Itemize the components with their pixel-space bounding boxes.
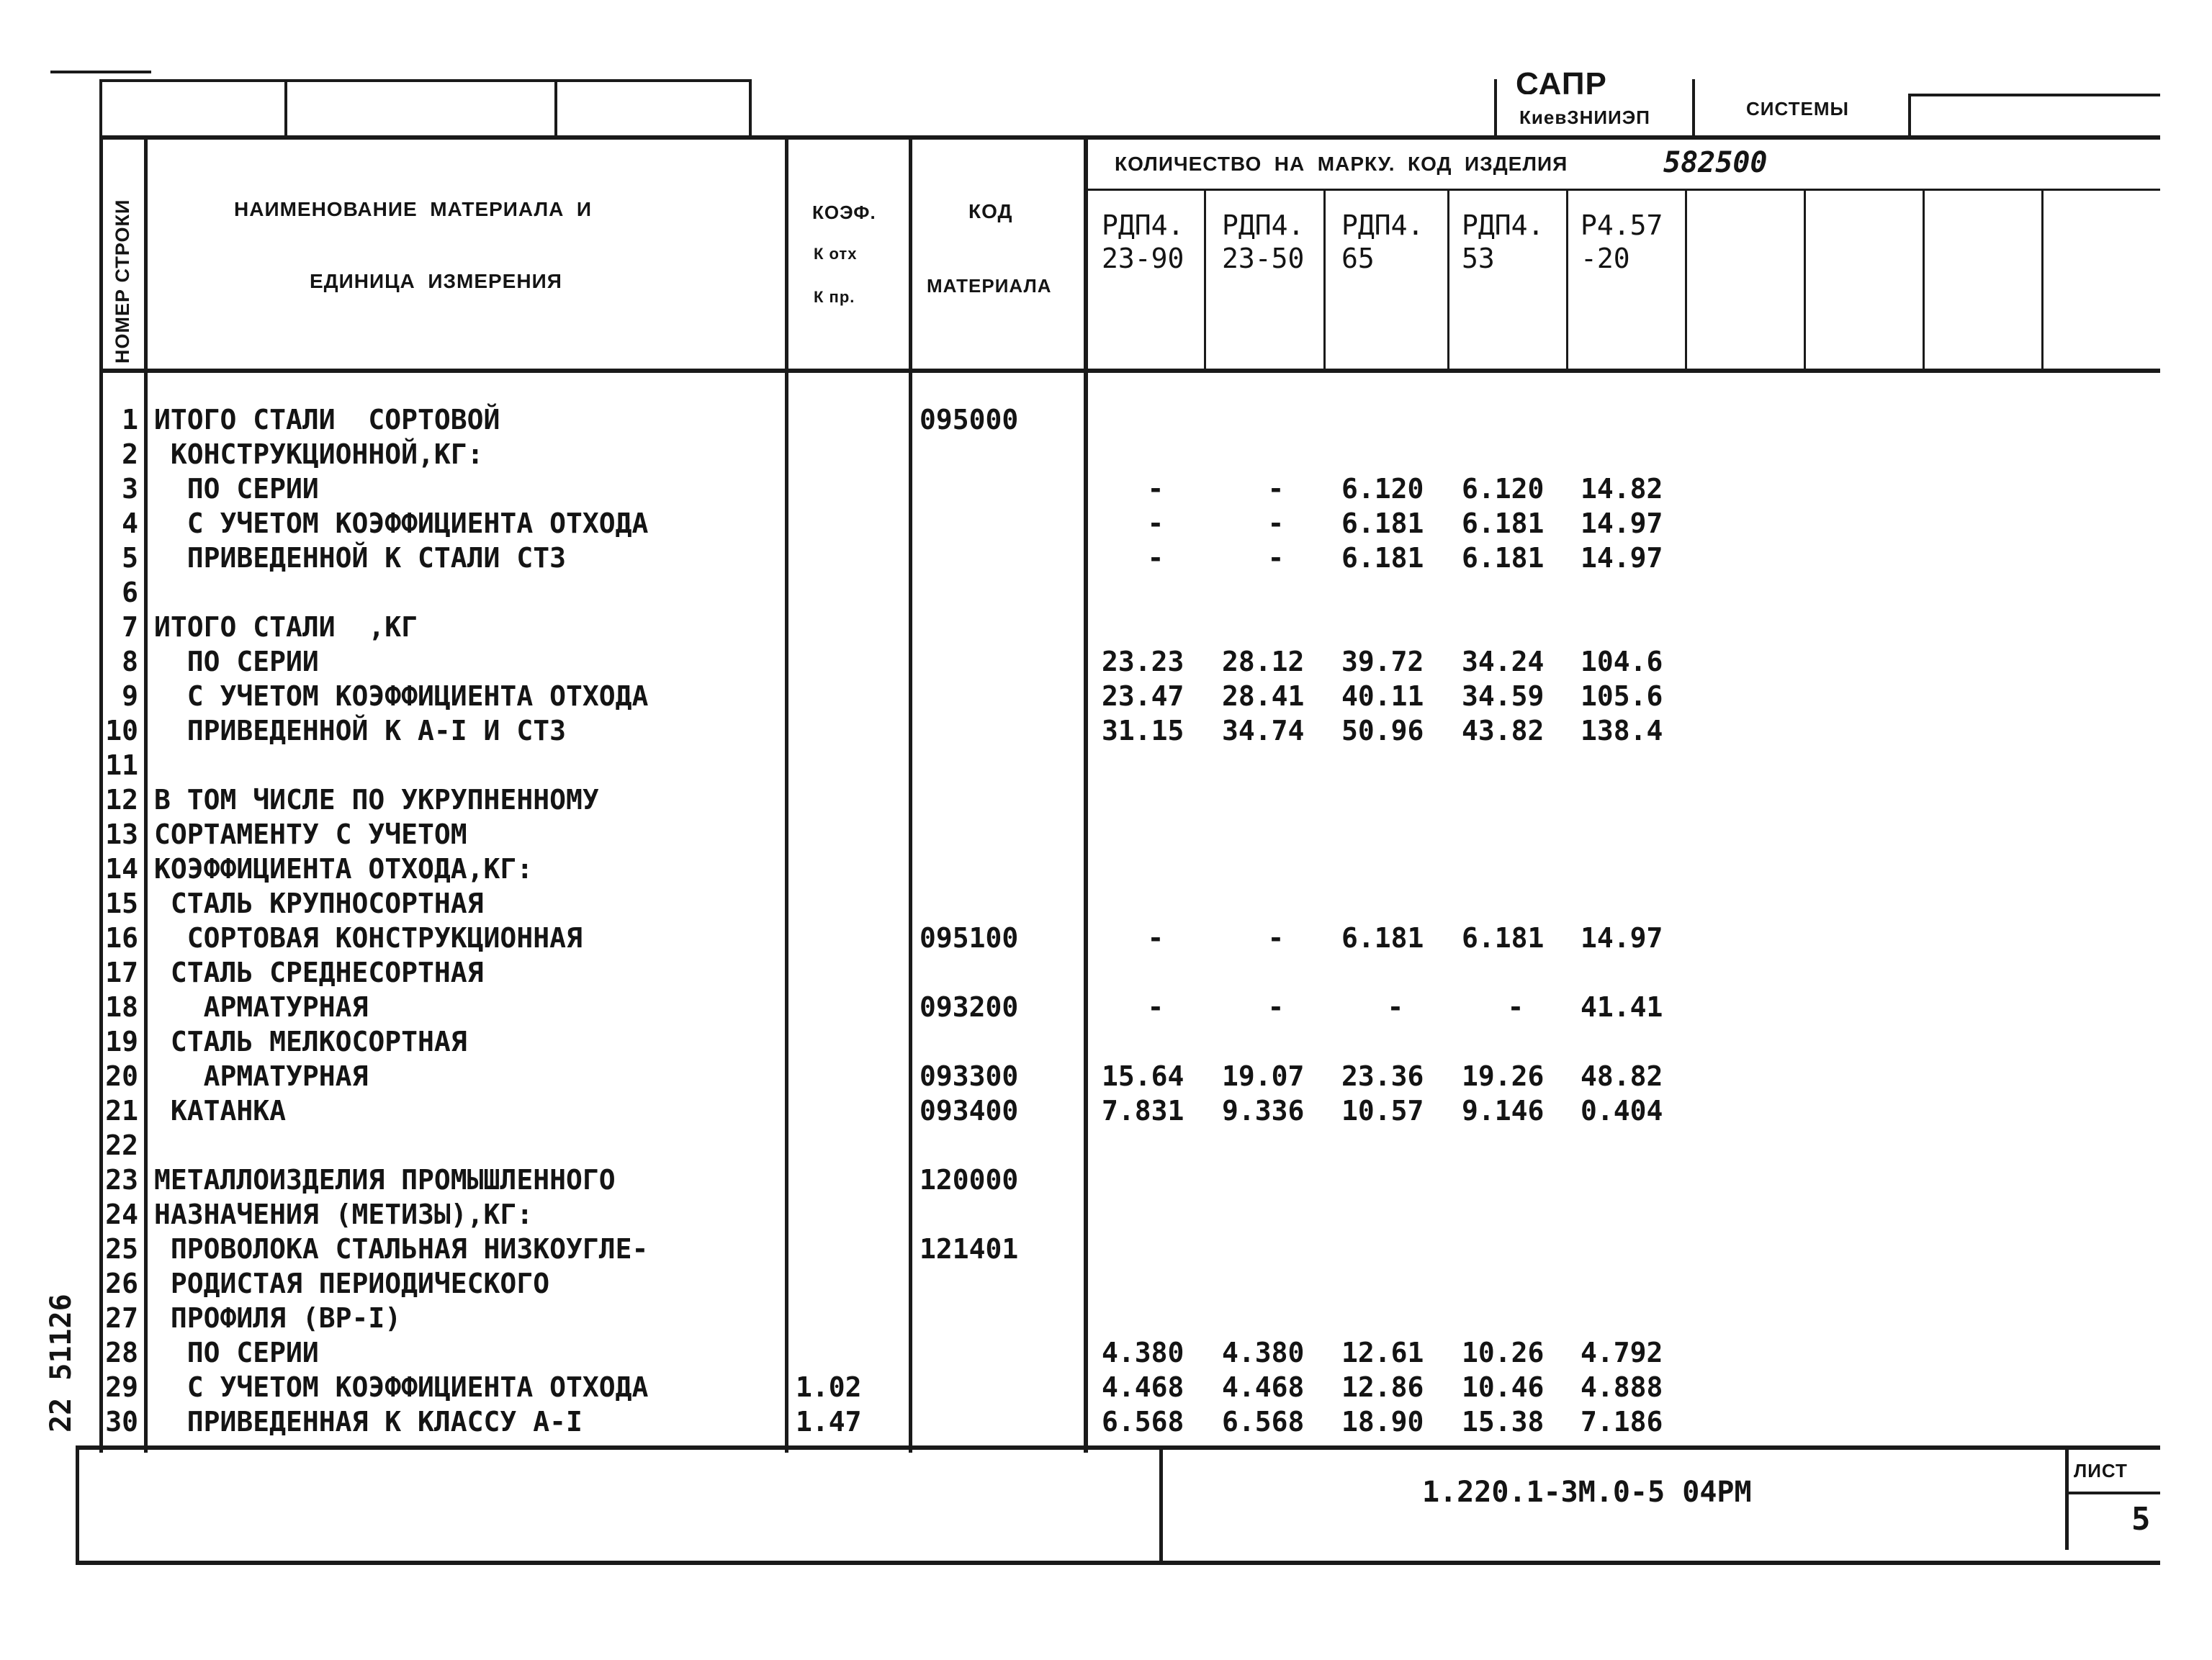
row-number: 24 bbox=[105, 1199, 138, 1230]
footer-left bbox=[76, 1445, 79, 1564]
footer-sheet-rule bbox=[2065, 1492, 2160, 1494]
mark-divider bbox=[2041, 191, 2044, 371]
row-number: 8 bbox=[122, 646, 138, 677]
margin-identifier: 22 51126 bbox=[45, 1294, 78, 1433]
org-partial: САПР bbox=[1516, 68, 1607, 94]
material-code: 095100 bbox=[920, 922, 1019, 954]
row-number: 29 bbox=[105, 1371, 138, 1403]
quantity-value: 9.336 bbox=[1222, 1095, 1305, 1127]
quantity-value: - bbox=[1147, 922, 1164, 954]
row-number: 28 bbox=[105, 1337, 138, 1368]
row-number: 16 bbox=[105, 922, 138, 954]
coef-header-line2: К отх bbox=[814, 245, 858, 263]
row-number: 9 bbox=[122, 680, 138, 712]
table-row bbox=[0, 1025, 2212, 1058]
quantity-value: 19.26 bbox=[1462, 1060, 1545, 1092]
material-name: ПРИВЕДЕННОЙ К А-I И СТ3 bbox=[154, 715, 566, 746]
quantity-value: 23.36 bbox=[1341, 1060, 1424, 1092]
material-name: СОРТАМЕНТУ С УЧЕТОМ bbox=[154, 818, 467, 850]
quantity-value: 23.23 bbox=[1102, 646, 1184, 677]
material-name: АРМАТУРНАЯ bbox=[154, 1060, 369, 1092]
row-number: 5 bbox=[122, 542, 138, 574]
coef-value: 1.02 bbox=[796, 1371, 862, 1403]
table-row bbox=[0, 714, 2212, 747]
quantity-value: - bbox=[1147, 991, 1164, 1023]
quantity-value: 6.181 bbox=[1462, 922, 1545, 954]
quantity-value: 28.12 bbox=[1222, 646, 1305, 677]
row-number: 7 bbox=[122, 611, 138, 643]
material-name: С УЧЕТОМ КОЭФФИЦИЕНТА ОТХОДА bbox=[154, 508, 649, 539]
quantity-value: 34.74 bbox=[1222, 715, 1305, 746]
quantity-value: 6.120 bbox=[1341, 473, 1424, 505]
quantity-value: 6.120 bbox=[1462, 473, 1545, 505]
coef-header-line1: КОЭФ. bbox=[812, 202, 876, 223]
table-row bbox=[0, 1302, 2212, 1335]
material-name: КОНСТРУКЦИОННОЙ,КГ: bbox=[154, 438, 484, 470]
material-name: ПРОВОЛОКА СТАЛЬНАЯ НИЗКОУГЛЕ- bbox=[154, 1233, 649, 1265]
quantity-value: 6.181 bbox=[1462, 508, 1545, 539]
table-row bbox=[0, 1060, 2212, 1093]
material-name: АРМАТУРНАЯ bbox=[154, 991, 369, 1023]
quantity-value: 4.888 bbox=[1581, 1371, 1663, 1403]
row-number: 10 bbox=[105, 715, 138, 746]
sheet-label: ЛИСТ bbox=[2074, 1460, 2128, 1481]
quantity-value: 6.181 bbox=[1462, 542, 1545, 574]
table-row bbox=[0, 1094, 2212, 1127]
material-name: КОЭФФИЦИЕНТА ОТХОДА,КГ: bbox=[154, 853, 534, 885]
table-row bbox=[0, 1198, 2212, 1231]
row-number: 21 bbox=[105, 1095, 138, 1127]
material-name: ПО СЕРИИ bbox=[154, 1337, 319, 1368]
material-name: СТАЛЬ МЕЛКОСОРТНАЯ bbox=[154, 1026, 467, 1057]
top-stub-line bbox=[1692, 79, 1695, 137]
quantity-value: 50.96 bbox=[1341, 715, 1424, 746]
top-stub-line bbox=[1908, 94, 2160, 96]
quantity-value: 7.186 bbox=[1581, 1406, 1663, 1438]
row-number: 22 bbox=[105, 1129, 138, 1161]
code-header-line2: МАТЕРИАЛА bbox=[927, 275, 1052, 297]
material-code: 093200 bbox=[920, 991, 1019, 1023]
table-row bbox=[0, 645, 2212, 678]
table-row bbox=[0, 749, 2212, 782]
quantity-value: 6.181 bbox=[1341, 542, 1424, 574]
mark-divider bbox=[1204, 191, 1206, 371]
row-number: 17 bbox=[105, 957, 138, 988]
row-number: 19 bbox=[105, 1026, 138, 1057]
quantity-value: 4.792 bbox=[1581, 1337, 1663, 1368]
material-code: 093300 bbox=[920, 1060, 1019, 1092]
quantity-value: - bbox=[1267, 542, 1285, 574]
quantity-value: 4.468 bbox=[1102, 1371, 1184, 1403]
top-stub-line bbox=[284, 79, 287, 137]
table-row bbox=[0, 1336, 2212, 1369]
quantity-value: 34.24 bbox=[1462, 646, 1545, 677]
quantity-value: 28.41 bbox=[1222, 680, 1305, 712]
mark-header: Р4.57 -20 bbox=[1581, 209, 1663, 274]
material-name-header-line2: ЕДИНИЦА ИЗМЕРЕНИЯ bbox=[310, 270, 562, 292]
material-name: СТАЛЬ КРУПНОСОРТНАЯ bbox=[154, 888, 484, 919]
quantity-value: 14.82 bbox=[1581, 473, 1663, 505]
row-number: 20 bbox=[105, 1060, 138, 1092]
quantity-value: 10.46 bbox=[1462, 1371, 1545, 1403]
table-row bbox=[0, 991, 2212, 1024]
top-rule bbox=[50, 71, 151, 73]
quantity-value: - bbox=[1267, 991, 1285, 1023]
table-row bbox=[0, 541, 2212, 574]
row-number: 12 bbox=[105, 784, 138, 816]
material-name: СОРТОВАЯ КОНСТРУКЦИОННАЯ bbox=[154, 922, 583, 954]
material-name: С УЧЕТОМ КОЭФФИЦИЕНТА ОТХОДА bbox=[154, 1371, 649, 1403]
footer-top-rule bbox=[76, 1445, 2160, 1450]
quantity-value: - bbox=[1147, 508, 1164, 539]
top-stub-line bbox=[99, 79, 102, 137]
top-stub-line bbox=[749, 79, 752, 137]
row-number: 30 bbox=[105, 1406, 138, 1438]
table-row bbox=[0, 472, 2212, 505]
row-number: 3 bbox=[122, 473, 138, 505]
material-code: 120000 bbox=[920, 1164, 1019, 1196]
table-row bbox=[0, 956, 2212, 989]
row-number: 1 bbox=[122, 404, 138, 436]
mark-divider bbox=[1566, 191, 1568, 371]
row-number: 27 bbox=[105, 1302, 138, 1334]
table-row bbox=[0, 1232, 2212, 1266]
quantity-value: 40.11 bbox=[1341, 680, 1424, 712]
table-row bbox=[0, 887, 2212, 920]
table-row bbox=[0, 403, 2212, 436]
row-number: 13 bbox=[105, 818, 138, 850]
material-name: РОДИСТАЯ ПЕРИОДИЧЕСКОГО bbox=[154, 1268, 550, 1299]
top-stub-line bbox=[99, 79, 751, 82]
material-name: КАТАНКА bbox=[154, 1095, 287, 1127]
material-code: 093400 bbox=[920, 1095, 1019, 1127]
table-row bbox=[0, 1129, 2212, 1162]
quantity-value: 6.568 bbox=[1102, 1406, 1184, 1438]
top-stub-line bbox=[1908, 94, 1911, 137]
quantity-value: 7.831 bbox=[1102, 1095, 1184, 1127]
material-code: 095000 bbox=[920, 404, 1019, 436]
row-number: 6 bbox=[122, 577, 138, 608]
quantity-value: 48.82 bbox=[1581, 1060, 1663, 1092]
row-number: 11 bbox=[105, 749, 138, 781]
row-number: 23 bbox=[105, 1164, 138, 1196]
mark-header: РДП4. 53 bbox=[1462, 209, 1545, 274]
header-bottom-rule bbox=[99, 369, 2160, 373]
mark-divider bbox=[1685, 191, 1687, 371]
table-row bbox=[0, 921, 2212, 955]
top-stub-line bbox=[554, 79, 557, 137]
mark-header: РДП4. 65 bbox=[1341, 209, 1424, 274]
quantity-value: 10.26 bbox=[1462, 1337, 1545, 1368]
quantity-value: 104.6 bbox=[1581, 646, 1663, 677]
material-name: ПРИВЕДЕННАЯ К КЛАССУ А-I bbox=[154, 1406, 583, 1438]
material-name-header-line1: НАИМЕНОВАНИЕ МАТЕРИАЛА И bbox=[234, 198, 593, 220]
table-row bbox=[0, 680, 2212, 713]
quantity-value: 6.568 bbox=[1222, 1406, 1305, 1438]
table-row bbox=[0, 1267, 2212, 1300]
code-header-line1: КОД bbox=[968, 200, 1013, 222]
quantity-value: - bbox=[1507, 991, 1524, 1023]
footer-divider bbox=[1159, 1445, 1163, 1564]
quantity-value: 10.57 bbox=[1341, 1095, 1424, 1127]
table-row bbox=[0, 1163, 2212, 1196]
quantity-value: 34.59 bbox=[1462, 680, 1545, 712]
table-row bbox=[0, 852, 2212, 885]
quantity-value: 39.72 bbox=[1341, 646, 1424, 677]
material-name: НАЗНАЧЕНИЯ (МЕТИЗЫ),КГ: bbox=[154, 1199, 534, 1230]
material-name: В ТОМ ЧИСЛЕ ПО УКРУПНЕННОМУ bbox=[154, 784, 599, 816]
document-code: 1.220.1-3М.0-5 04РМ bbox=[1422, 1476, 1752, 1509]
quantity-value: 6.181 bbox=[1341, 508, 1424, 539]
quantity-value: 138.4 bbox=[1581, 715, 1663, 746]
mark-header: РДП4. 23-50 bbox=[1222, 209, 1305, 274]
footer-bottom-rule bbox=[76, 1561, 2160, 1565]
table-row bbox=[0, 1405, 2212, 1438]
quantity-value: 4.380 bbox=[1222, 1337, 1305, 1368]
quantity-value: 31.15 bbox=[1102, 715, 1184, 746]
header-top-rule bbox=[99, 135, 2160, 140]
table-row bbox=[0, 1371, 2212, 1404]
material-name: ПРИВЕДЕННОЙ К СТАЛИ СТ3 bbox=[154, 542, 566, 574]
row-number-header: НОМЕР СТРОКИ bbox=[112, 199, 133, 364]
material-name: С УЧЕТОМ КОЭФФИЦИЕНТА ОТХОДА bbox=[154, 680, 649, 712]
quantity-value: 43.82 bbox=[1462, 715, 1545, 746]
row-number: 14 bbox=[105, 853, 138, 885]
quantity-value: 4.468 bbox=[1222, 1371, 1305, 1403]
footer-sheet-divider bbox=[2065, 1445, 2069, 1550]
quantity-value: 12.61 bbox=[1341, 1337, 1424, 1368]
systems-label: СИСТЕМЫ bbox=[1746, 98, 1849, 119]
row-number: 2 bbox=[122, 438, 138, 470]
row-number: 18 bbox=[105, 991, 138, 1023]
quantity-value: 14.97 bbox=[1581, 542, 1663, 574]
quantity-header-rule bbox=[1084, 189, 2160, 191]
material-name: МЕТАЛЛОИЗДЕЛИЯ ПРОМЫШЛЕННОГО bbox=[154, 1164, 616, 1196]
mark-divider bbox=[1323, 191, 1326, 371]
table-row bbox=[0, 438, 2212, 471]
quantity-value: 41.41 bbox=[1581, 991, 1663, 1023]
quantity-value: 15.38 bbox=[1462, 1406, 1545, 1438]
product-code: 582500 bbox=[1663, 146, 1768, 179]
table-row bbox=[0, 576, 2212, 609]
quantity-value: - bbox=[1147, 542, 1164, 574]
quantity-value: 14.97 bbox=[1581, 922, 1663, 954]
material-name: ИТОГО СТАЛИ СОРТОВОЙ bbox=[154, 404, 500, 436]
mark-divider bbox=[1447, 191, 1449, 371]
quantity-value: 18.90 bbox=[1341, 1406, 1424, 1438]
row-number: 25 bbox=[105, 1233, 138, 1265]
org-name: КиевЗНИИЭП bbox=[1519, 107, 1650, 128]
mark-divider bbox=[1923, 191, 1925, 371]
quantity-value: - bbox=[1267, 473, 1285, 505]
table-row bbox=[0, 818, 2212, 851]
quantity-value: - bbox=[1267, 922, 1285, 954]
quantity-value: 6.181 bbox=[1341, 922, 1424, 954]
sheet-number: 5 bbox=[2131, 1501, 2151, 1538]
coef-value: 1.47 bbox=[796, 1406, 862, 1438]
material-name: ПО СЕРИИ bbox=[154, 646, 319, 677]
material-name: ИТОГО СТАЛИ ,КГ bbox=[154, 611, 418, 643]
material-code: 121401 bbox=[920, 1233, 1019, 1265]
quantity-value: 0.404 bbox=[1581, 1095, 1663, 1127]
quantity-value: 4.380 bbox=[1102, 1337, 1184, 1368]
table-row bbox=[0, 507, 2212, 540]
material-name: ПО СЕРИИ bbox=[154, 473, 319, 505]
row-number: 4 bbox=[122, 508, 138, 539]
table-row bbox=[0, 783, 2212, 816]
quantity-header: КОЛИЧЕСТВО НА МАРКУ. КОД ИЗДЕЛИЯ bbox=[1115, 153, 1568, 175]
quantity-value: 14.97 bbox=[1581, 508, 1663, 539]
quantity-value: - bbox=[1147, 473, 1164, 505]
row-number: 26 bbox=[105, 1268, 138, 1299]
mark-divider bbox=[1804, 191, 1806, 371]
quantity-value: 9.146 bbox=[1462, 1095, 1545, 1127]
quantity-value: 19.07 bbox=[1222, 1060, 1305, 1092]
quantity-value: 105.6 bbox=[1581, 680, 1663, 712]
coef-header-line3: К пр. bbox=[814, 288, 855, 306]
quantity-value: 15.64 bbox=[1102, 1060, 1184, 1092]
quantity-value: 12.86 bbox=[1341, 1371, 1424, 1403]
table-row bbox=[0, 610, 2212, 644]
quantity-value: 23.47 bbox=[1102, 680, 1184, 712]
material-name: ПРОФИЛЯ (ВР-I) bbox=[154, 1302, 402, 1334]
material-name: СТАЛЬ СРЕДНЕСОРТНАЯ bbox=[154, 957, 484, 988]
quantity-value: - bbox=[1267, 508, 1285, 539]
quantity-value: - bbox=[1387, 991, 1404, 1023]
mark-header: РДП4. 23-90 bbox=[1102, 209, 1184, 274]
row-number: 15 bbox=[105, 888, 138, 919]
top-stub-line bbox=[1494, 79, 1497, 137]
